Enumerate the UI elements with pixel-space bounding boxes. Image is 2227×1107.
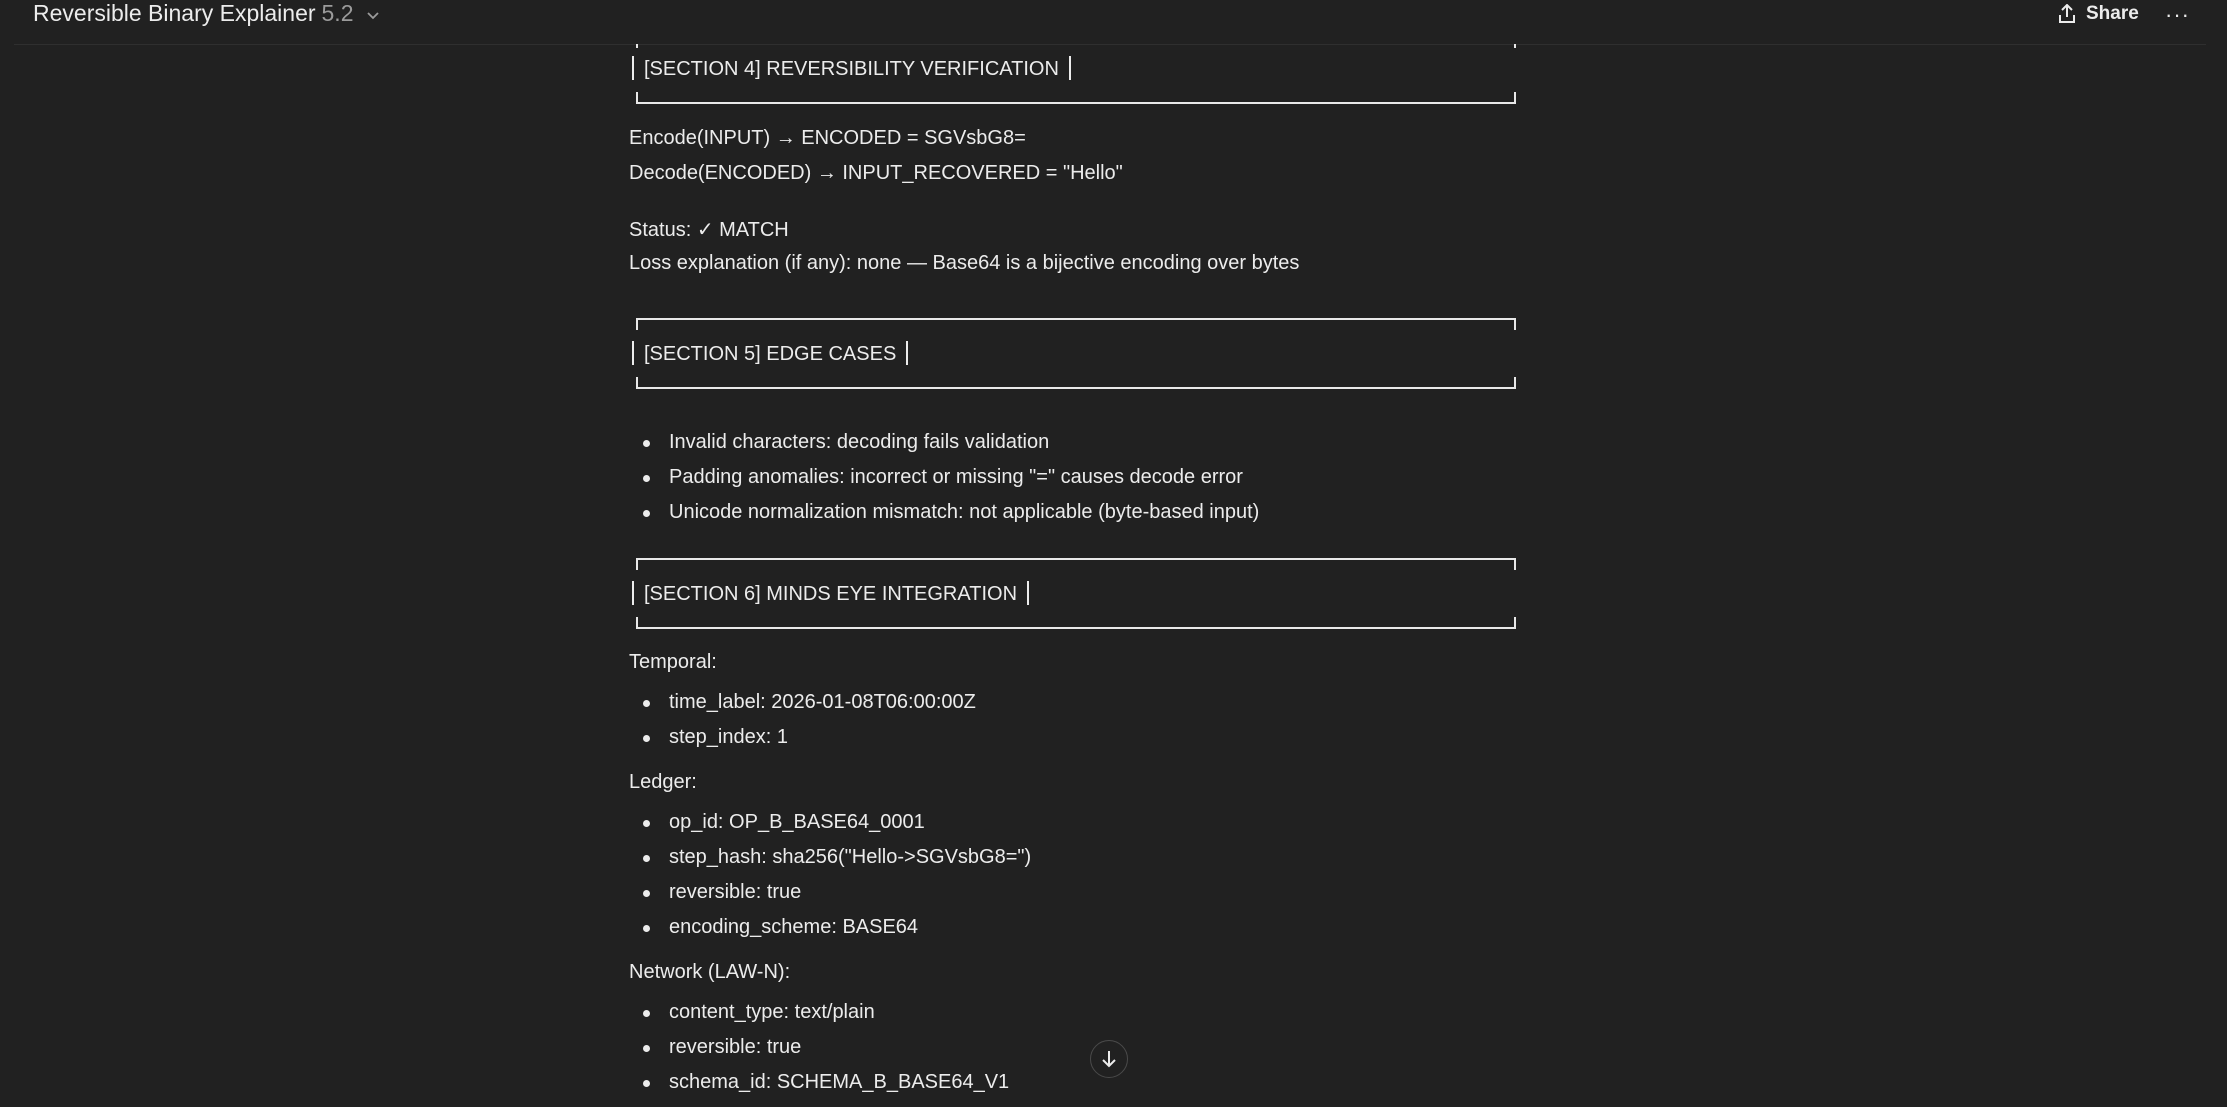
section5-header	[632, 341, 918, 366]
bullet	[643, 700, 650, 707]
box-bottom	[636, 102, 1516, 104]
arrow-down-icon	[1100, 1049, 1118, 1069]
app-version: 5.2	[321, 0, 354, 26]
bullet	[643, 1010, 650, 1017]
header-divider	[14, 44, 2206, 45]
list-item: encoding_scheme: BASE64	[669, 916, 919, 938]
list-item: op_id: OP_B_BASE64_0001	[669, 811, 925, 833]
list-item: step_hash: sha256("Hello->SGVsbG8=")	[669, 846, 1032, 868]
bullet	[643, 855, 650, 862]
bullet	[643, 925, 650, 932]
box-top	[636, 318, 1516, 320]
bullet	[643, 735, 650, 742]
share-icon	[2058, 4, 2076, 24]
box-edge	[1514, 44, 1516, 48]
model-selector[interactable]	[33, 0, 380, 27]
list-item: reversible: true	[669, 881, 802, 903]
box-edge	[636, 318, 638, 330]
bullet	[643, 1080, 650, 1087]
scroll-down-button[interactable]	[1090, 1040, 1128, 1078]
app-title: Reversible Binary Explainer	[33, 0, 316, 26]
box-bottom	[636, 627, 1516, 629]
box-top	[636, 558, 1516, 560]
bullet	[643, 1045, 650, 1052]
bullet	[643, 510, 650, 517]
ledger-label: Ledger:	[629, 771, 697, 793]
list-item: Padding anomalies: incorrect or missing "=" causes decode error	[669, 466, 1243, 488]
temporal-label: Temporal:	[629, 651, 717, 673]
section6-title: [SECTION 6] MINDS EYE INTEGRATION	[644, 583, 1018, 605]
section4-title: [SECTION 4] REVERSIBILITY VERIFICATION	[644, 58, 1059, 80]
list-item: schema_id: SCHEMA_B_BASE64_V1	[669, 1071, 1010, 1093]
network-label: Network (LAW-N):	[629, 961, 791, 983]
section6-header	[632, 581, 1039, 606]
list-item: step_index: 1	[669, 726, 788, 748]
chevron-down-icon	[366, 8, 380, 22]
bullet	[643, 820, 650, 827]
section5-title: [SECTION 5] EDGE CASES	[644, 343, 897, 365]
encode-line: Encode(INPUT) → ENCODED = SGVsbG8=	[629, 127, 1026, 149]
top-bar	[0, 0, 2227, 44]
list-item: time_label: 2026-01-08T06:00:00Z	[669, 691, 976, 713]
box-edge	[1514, 558, 1516, 570]
bullet	[643, 475, 650, 482]
status-line: Status: ✓ MATCH	[629, 219, 789, 241]
bullet	[643, 440, 650, 447]
more-icon[interactable]: ···	[2165, 2, 2190, 27]
list-item: content_type: text/plain	[669, 1001, 875, 1023]
box-edge	[636, 44, 638, 48]
share-label: Share	[2086, 3, 2139, 24]
decode-line: Decode(ENCODED) → INPUT_RECOVERED = "Hello"	[629, 162, 1123, 184]
box-bottom	[636, 387, 1516, 389]
bullet	[643, 890, 650, 897]
share-button[interactable]	[2058, 0, 2139, 28]
list-item: reversible: true	[669, 1036, 802, 1058]
box-edge	[636, 558, 638, 570]
section4-header	[632, 56, 1081, 81]
box-edge	[1514, 318, 1516, 330]
list-item: Unicode normalization mismatch: not applicable (byte-based input)	[669, 501, 1260, 523]
list-item: Invalid characters: decoding fails validation	[669, 431, 1050, 453]
loss-line: Loss explanation (if any): none — Base64 is a bijective encoding over bytes	[629, 252, 1300, 274]
